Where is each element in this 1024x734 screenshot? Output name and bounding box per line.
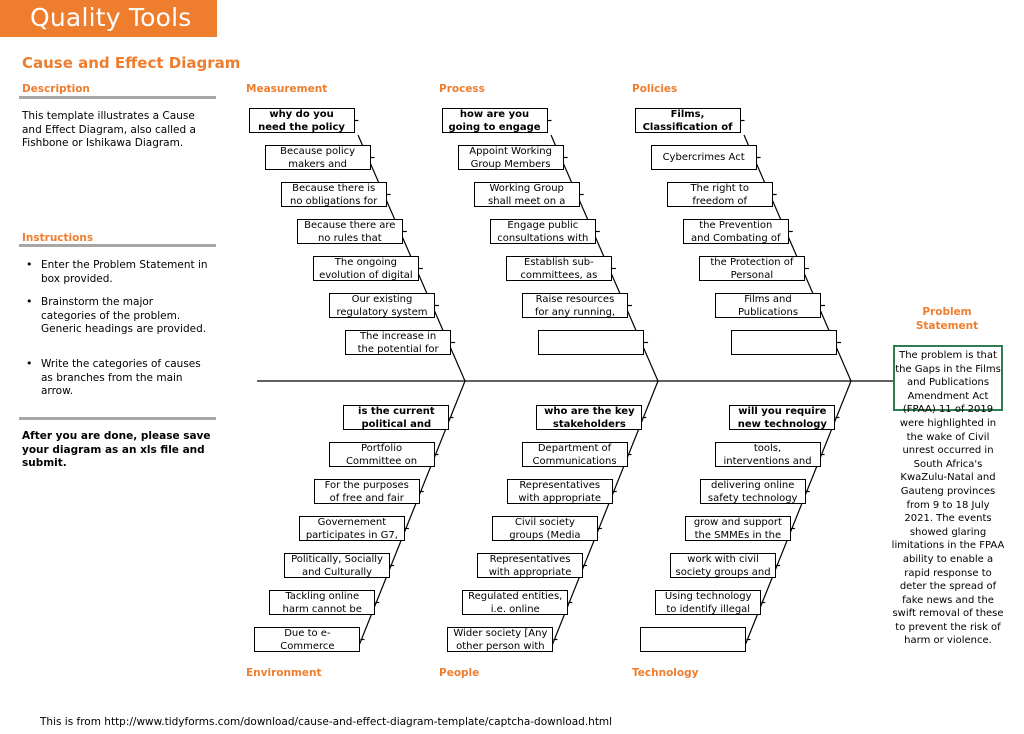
cause-box-line: of free and fair [329, 492, 404, 504]
cause-box-line: Appoint Working [469, 146, 552, 157]
cause-box-line: the Prevention [699, 220, 773, 231]
cause-box-line: Using technology [664, 591, 752, 602]
cause-box-line: Publications [737, 306, 799, 318]
cause-box-line: with appropriate [518, 492, 602, 504]
cause-box-line: consultations with [497, 232, 589, 244]
cause-box-line: society groups and [675, 566, 771, 578]
cause-box-line: Working Group [489, 183, 564, 194]
cause-box-line: grow and support [693, 517, 782, 528]
cause-box-line: Raise resources [535, 294, 615, 305]
cause-box-line: Films and [744, 294, 792, 305]
head-box-process-line: going to engage [448, 121, 541, 133]
head-box-measurement-line: need the policy [258, 121, 345, 133]
cause-box-line: Personal [730, 269, 774, 281]
problem-statement[interactable]: The problem is that the Gaps in the Films and Publications Amendment Act (FPAA) 11 of 2019 were highlighted in the wake of Civil unrest occurred in South Africa's KwaZulu-Natal and Gauteng provinces from 9 to 18 July 2021. The events showed glaring limitations in the FPAA ability to enable a rapid response to deter the spread of fake news and the swift removal of these to prevent the risk of harm or violence. [891, 350, 1005, 647]
cause-box-line: no rules that [317, 232, 382, 244]
cause-box[interactable] [506, 256, 612, 281]
instruction-item: Brainstorm the major categories of the problem. Generic headings are provided. [41, 296, 207, 335]
cause-box-line: Because policy [280, 146, 356, 157]
cause-box-line: the potential for [357, 343, 439, 355]
cause-box-line: Our existing [351, 294, 413, 305]
cause-box-line: interventions and [723, 455, 812, 467]
cause-box[interactable] [462, 590, 568, 615]
cause-box[interactable] [281, 182, 387, 207]
cause-box-line: Engage public [507, 220, 579, 231]
head-box-measurement[interactable] [249, 108, 355, 133]
app-title: Quality Tools [30, 3, 192, 32]
cause-box[interactable] [345, 330, 451, 355]
cause-box-line: Representatives [519, 480, 601, 491]
bullet-icon: • [26, 258, 33, 271]
cause-box[interactable] [254, 627, 360, 652]
cause-box-line: Because there is [292, 183, 376, 194]
cause-box-line: participates in G7, [305, 529, 398, 541]
description-heading: Description [22, 83, 90, 95]
cause-box[interactable] [699, 256, 805, 281]
cause-box-line: Politically, Socially [291, 554, 383, 565]
cause-box-line: evolution of digital [319, 269, 413, 281]
category-label-measurement: Measurement [246, 83, 328, 95]
head-box-process-line: how are you [459, 109, 530, 120]
cause-box-line: i.e. online [490, 603, 540, 615]
cause-box[interactable] [492, 516, 598, 541]
cause-box[interactable] [700, 479, 806, 504]
category-label-policies: Policies [632, 83, 678, 95]
cause-box[interactable] [269, 590, 375, 615]
cause-box-line: Tackling online [285, 591, 360, 602]
cause-box-line: Group Members [470, 158, 551, 170]
cause-box[interactable] [447, 627, 553, 652]
category-label-people: People [439, 667, 480, 679]
instructions-heading: Instructions [22, 232, 94, 244]
instruction-item: Write the categories of causes as branches from the main arrow. [41, 358, 201, 397]
category-label-process: Process [439, 83, 485, 95]
cause-box[interactable] [474, 182, 580, 207]
cause-box-line: regulatory system [336, 306, 428, 318]
cause-box[interactable] [731, 330, 837, 355]
cause-box-line: Because there are [304, 220, 396, 231]
cause-box[interactable] [297, 219, 403, 244]
problem-heading-line: Statement [915, 319, 979, 332]
cause-box-line: for any running, [534, 306, 616, 318]
head-box-technology-line: will you require [738, 406, 827, 417]
category-label-technology: Technology [632, 667, 699, 679]
instruction-item: Enter the Problem Statement in box provided. [41, 259, 208, 285]
cause-box-line: to identify illegal [666, 603, 751, 615]
cause-box-line: Wider society [Any [453, 628, 548, 639]
cause-box[interactable] [458, 145, 564, 170]
cause-box-line: delivering online [711, 480, 795, 491]
cause-box[interactable] [685, 516, 791, 541]
cause-box-line: Regulated entities, [468, 591, 563, 602]
cause-box-line: shall meet on a [488, 195, 566, 207]
cause-box[interactable] [715, 442, 821, 467]
head-box-environment-line: is the current [358, 406, 435, 417]
cause-box-line: Commerce [280, 640, 335, 652]
head-box-process[interactable] [442, 108, 548, 133]
problem-heading [905, 306, 989, 333]
cause-box[interactable] [329, 442, 435, 467]
cause-box-line: work with civil [687, 554, 759, 565]
cause-box-line: The right to [690, 183, 749, 194]
cause-box[interactable] [522, 293, 628, 318]
head-box-people-line: who are the key [544, 406, 635, 417]
cause-box-line: and Combating of [691, 232, 781, 244]
cause-box[interactable] [299, 516, 405, 541]
after-note: After you are done, please save your diagram as an xls file and submit. [22, 430, 211, 469]
category-label-environment: Environment [246, 667, 322, 679]
bullet-icon: • [26, 295, 33, 308]
cause-box-line: Committee on [345, 455, 418, 467]
cause-box-line: Due to e- [284, 628, 331, 639]
problem-heading-line: Problem [922, 306, 972, 318]
cause-box-line: Department of [537, 443, 612, 454]
cause-box-line: other person with [456, 640, 545, 652]
head-box-policies-line: Classification of [642, 121, 733, 133]
bullet-icon: • [26, 357, 33, 370]
cause-box[interactable] [651, 145, 757, 170]
cause-box[interactable] [313, 256, 419, 281]
head-box-technology[interactable] [729, 405, 835, 430]
cause-box[interactable] [683, 219, 789, 244]
cause-box-line: makers and [288, 158, 347, 170]
cause-box-line: safety technology [707, 492, 798, 504]
head-box-policies-line: Films, [670, 109, 705, 120]
cause-box[interactable] [538, 330, 644, 355]
source-footer: This is from http://www.tidyforms.com/download/cause-and-effect-diagram-template/captcha-download.html [40, 716, 613, 728]
page-title: Cause and Effect Diagram [22, 54, 241, 72]
cause-box-line: Civil society [514, 517, 575, 528]
cause-box[interactable] [329, 293, 435, 318]
cause-box-line: no obligations for [289, 195, 378, 207]
cause-box-line: Establish sub- [524, 257, 594, 268]
cause-box-line: Communications [532, 455, 617, 467]
cause-box[interactable] [640, 627, 746, 652]
cause-box-line: groups (Media [509, 529, 581, 541]
cause-box[interactable] [715, 293, 821, 318]
cause-box-line: Governement [317, 517, 387, 528]
description-text: This template illustrates a Cause and Effect Diagram, also called a Fishbone or Ishikawa Diagram. [22, 110, 196, 149]
cause-box-line: For the purposes [324, 480, 409, 491]
cause-box-line: committees, as [520, 269, 598, 281]
cause-box[interactable] [670, 553, 776, 578]
head-box-environment-line: political and [361, 418, 432, 430]
cause-box[interactable] [477, 553, 583, 578]
head-box-policies[interactable] [635, 108, 741, 133]
cause-box[interactable] [667, 182, 773, 207]
cause-box[interactable] [507, 479, 613, 504]
head-box-people-line: stakeholders [552, 418, 626, 430]
cause-box-line: the Protection of [710, 257, 794, 268]
head-box-people[interactable] [536, 405, 642, 430]
head-box-technology-line: new technology [737, 418, 827, 430]
cause-box-line: freedom of [692, 195, 748, 207]
cause-box[interactable] [522, 442, 628, 467]
cause-box[interactable] [490, 219, 596, 244]
cause-box-line: and Culturally [302, 566, 373, 578]
cause-box[interactable] [265, 145, 371, 170]
cause-box[interactable] [655, 590, 761, 615]
cause-box[interactable] [314, 479, 420, 504]
cause-box[interactable] [284, 553, 390, 578]
cause-box-line: the SMMEs in the [694, 529, 782, 541]
head-box-environment[interactable] [343, 405, 449, 430]
cause-box-line: The increase in [359, 331, 437, 342]
cause-box-line: Portfolio [360, 443, 403, 454]
cause-box-line: harm cannot be [282, 603, 362, 615]
cause-box-line: tools, [753, 443, 782, 454]
cause-box-line: Representatives [489, 554, 571, 565]
cause-box-line: Cybercrimes Act [662, 152, 745, 163]
cause-box-line: The ongoing [334, 257, 397, 268]
cause-box-line: with appropriate [488, 566, 572, 578]
head-box-measurement-line: why do you [269, 109, 334, 120]
